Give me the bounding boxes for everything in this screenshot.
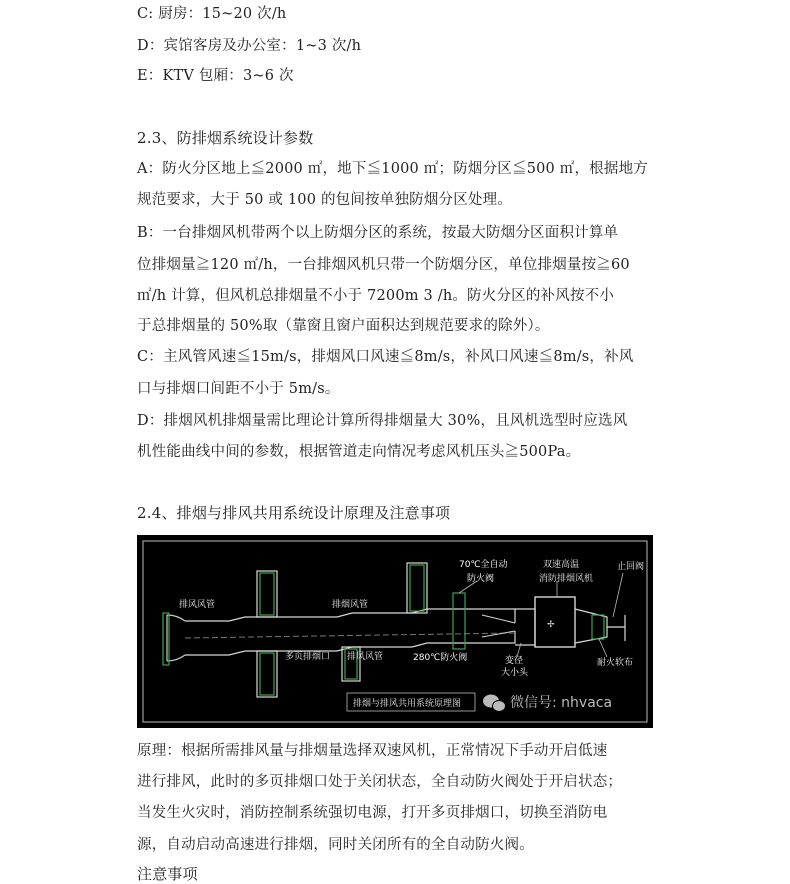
param-line: C：主风管风速≦15m/s，排烟风口风速≦8m/s，补风口风速≦8m/s，补风 bbox=[137, 349, 634, 365]
watermark-text: 微信号: nhvaca bbox=[510, 695, 613, 711]
param-line: 位排烟量≧120 ㎡/h，一台排烟风机只带一个防烟分区，单位排烟量按≧60 bbox=[137, 257, 630, 273]
system-schematic-diagram bbox=[137, 535, 653, 728]
principle-line: 源，自动启动高速进行排烟，同时关闭所有的全自动防火阀。 bbox=[137, 837, 534, 853]
label-multi-vent: 多页排烟口 bbox=[285, 652, 331, 662]
label-fan-2: 消防排烟风机 bbox=[539, 574, 594, 584]
param-line: 规范要求，大于 50 或 100 的包间按单独防烟分区处理。 bbox=[137, 192, 513, 208]
param-line: 于总排烟量的 50%取（靠窗且窗户面积达到规范要求的除外）。 bbox=[137, 318, 550, 334]
ventilation-item-d: D：宾馆客房及办公室：1~3 次/h bbox=[137, 38, 362, 54]
param-line: 机性能曲线中间的参数，根据管道走向情况考虑风机压头≧500Pa。 bbox=[137, 444, 581, 460]
ventilation-item-e: E：KTV 包厢：3~6 次 bbox=[137, 68, 294, 84]
section-2-3-heading: 2.3、防排烟系统设计参数 bbox=[137, 129, 314, 147]
label-damper-70-sub: 防火阀 bbox=[467, 574, 495, 584]
param-line: ㎡/h 计算，但风机总排烟量不小于 7200m 3 /h。防火分区的补风按不小 bbox=[137, 288, 615, 304]
svg-text:✢: ✢ bbox=[547, 620, 555, 630]
label-exhaust-duct: 排风风管 bbox=[179, 600, 216, 610]
param-line: D：排烟风机排烟量需比理论计算所得排烟量大 30%，且风机选型时应选风 bbox=[137, 413, 628, 429]
label-check-valve: 止回阀 bbox=[617, 562, 645, 572]
label-reducer: 变径 bbox=[505, 656, 524, 666]
label-flex: 耐火软布 bbox=[597, 658, 634, 668]
label-fan: 双速高温 bbox=[543, 560, 580, 570]
param-line: A：防火分区地上≦2000 ㎡，地下≦1000 ㎡；防烟分区≦500 ㎡，根据地方 bbox=[137, 161, 648, 177]
param-line: B：一台排烟风机带两个以上防烟分区的系统，按最大防烟分区面积计算单 bbox=[137, 225, 619, 241]
principle-line: 原理：根据所需排风量与排烟量选择双速风机，正常情况下手动开启低速 bbox=[137, 743, 608, 759]
param-line: 口与排烟口间距不小于 5m/s。 bbox=[137, 381, 340, 397]
diagram-caption: 排烟与排风共用系统原理图 bbox=[353, 699, 462, 709]
principle-line: 进行排风，此时的多页排烟口处于关闭状态，全自动防火阀处于开启状态； bbox=[137, 774, 623, 790]
wechat-icon bbox=[483, 695, 506, 712]
label-smoke-duct: 排烟风管 bbox=[332, 600, 369, 610]
label-damper-280: 280℃防火阀 bbox=[413, 653, 468, 663]
principle-line: 当发生火灾时，消防控制系统强切电源，打开多页排烟口，切换至消防电 bbox=[137, 805, 608, 821]
label-exhaust-duct-2: 排风风管 bbox=[347, 652, 384, 662]
label-damper-70: 70℃全自动 bbox=[459, 560, 508, 570]
ventilation-item-c: C: 厨房：15~20 次/h bbox=[137, 6, 287, 22]
label-reducer-2: 大小头 bbox=[501, 668, 529, 678]
section-2-4-heading: 2.4、排烟与排风共用系统设计原理及注意事项 bbox=[137, 504, 451, 522]
notes-heading: 注意事项 bbox=[137, 865, 198, 883]
